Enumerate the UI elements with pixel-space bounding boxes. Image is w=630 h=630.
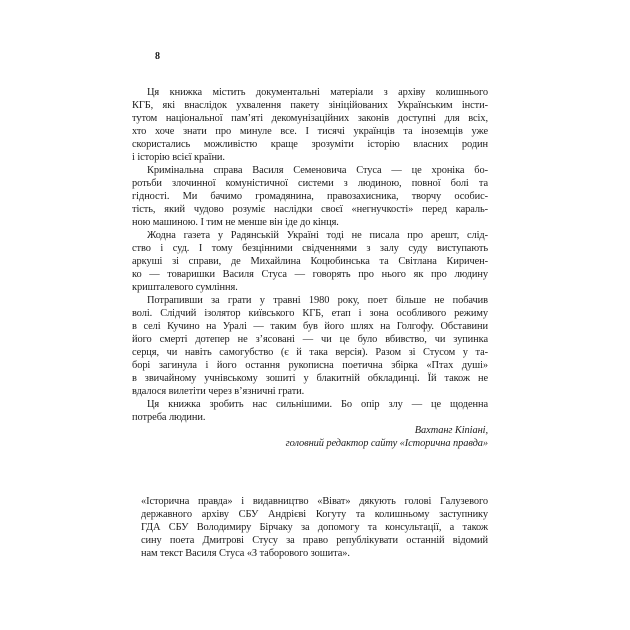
paragraph-line: ко — товаришки Василя Стуса — говорять про нього як про людину xyxy=(132,269,488,280)
acknowledgment-line: ГДА СБУ Володимиру Бірчаку за допомогу та консультації, а також xyxy=(141,522,488,533)
paragraph-line: Ця книжка зробить нас сильнішими. Бо опір злу — це щоденна xyxy=(147,399,488,410)
paragraph-line: кришталевого сумління. xyxy=(132,282,238,293)
paragraph-line: потреба людини. xyxy=(132,412,206,423)
signature-line: головний редактор сайту «Історична правда» xyxy=(285,438,488,449)
paragraph-line: і історію всієї країни. xyxy=(132,152,225,163)
paragraph-line: хто хоче знати про минуле все. І тисячі українців та іноземців уже xyxy=(132,126,488,137)
acknowledgment-line: державного архіву СБУ Андрієві Когуту та колишньому заступнику xyxy=(141,509,488,520)
paragraph-line: Кримінальна справа Василя Семеновича Стуса — це хроніка бо- xyxy=(147,165,488,176)
paragraph-line: скористались можливістю краще зрозуміти історію власних родин xyxy=(132,139,488,150)
paragraph-line: ство і суд. І тому безцінними свідченнями з залу суду виступають xyxy=(132,243,488,254)
paragraph-line: в селі Кучино на Уралі — таким був його шлях на Голгофу. Обставини xyxy=(132,321,488,332)
paragraph xyxy=(132,229,488,294)
signature-block xyxy=(132,424,488,450)
acknowledgment-line: нам текст Василя Стуса «З таборового зошита». xyxy=(141,548,350,559)
acknowledgment-line: сину поета Дмитрові Стусу за право републікувати останній відомий xyxy=(141,535,488,546)
body-paragraphs xyxy=(132,86,488,450)
paragraph-line: тутом національної пам’яті декомунізаційних законів доступні для всіх, xyxy=(132,113,488,124)
page-number: 8 xyxy=(155,51,160,62)
paragraph-line: в звичайному учнівському зошиті у блакитній обкладинці. Їй також не xyxy=(132,373,488,384)
paragraph-line: аркуші зі справи, де Михайлина Коцюбинська та Світлана Киричен- xyxy=(132,256,488,267)
paragraph-line: вдалося вилетіти через в’язничні грати. xyxy=(132,386,305,397)
paragraph xyxy=(132,294,488,398)
paragraph-line: ротьби злочинної комуністичної системи з людиною, повної болі та xyxy=(132,178,488,189)
acknowledgment-line: «Історична правда» і видавництво «Віват» дякують голові Галузевого xyxy=(141,496,488,507)
paragraph-line: КГБ, які внаслідок ухвалення пакету зініційованих Українським інсти- xyxy=(132,100,488,111)
paragraph-line: гідності. Ми бачимо громадянина, правозахисника, творчу особис- xyxy=(132,191,488,202)
paragraph xyxy=(132,86,488,164)
paragraph-line: Ця книжка містить документальні матеріали з архіву колишнього xyxy=(147,87,488,98)
paragraph-line: серця, чи навіть самогубство (є й така версія). Разом зі Стусом у та- xyxy=(132,347,488,358)
paragraph-line: тість, який чудово розуміє наслідки своєї «негнучкості» перед караль- xyxy=(132,204,488,215)
paragraph-line: волі. Слідчий ізолятор київського КГБ, етап і зона особливого режиму xyxy=(132,308,488,319)
paragraph xyxy=(132,398,488,424)
signature-line: Вахтанг Кіпіані, xyxy=(414,425,488,436)
paragraph-line: Жодна газета у Радянській Україні тоді не писала про арешт, слід- xyxy=(147,230,488,241)
paragraph-line: його смерті дотепер не з’ясовані — чи це було вбивство, чи зупинка xyxy=(132,334,488,345)
paragraph-line: борі загинула і його остання рукописна поетична збірка «Птах душі» xyxy=(132,360,488,371)
acknowledgment-block xyxy=(141,495,488,560)
paragraph xyxy=(132,164,488,229)
paragraph-line: Потрапивши за грати у травні 1980 року, поет більше не побачив xyxy=(147,295,488,306)
paragraph-line: ною машиною. І тим не менше він іде до кінця. xyxy=(132,217,339,228)
